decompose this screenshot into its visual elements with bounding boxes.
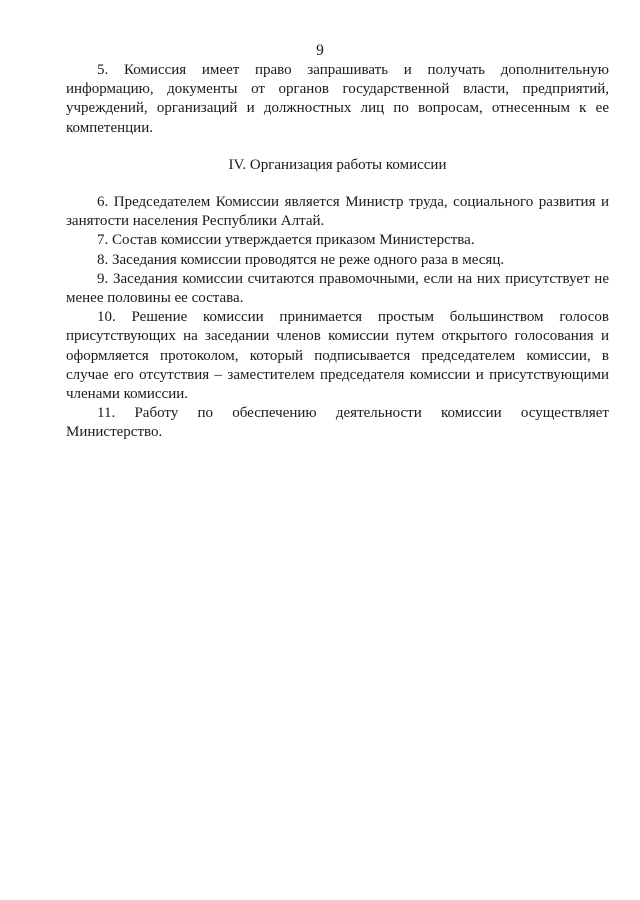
paragraph-6: 6. Председателем Комиссии является Министр труда, социального развития и занятости населения Республики Алтай. (66, 194, 609, 230)
paragraph-8: 8. Заседания комиссии проводятся не реже одного раза в месяц. (97, 251, 505, 268)
section-heading: IV. Организация работы комиссии (228, 156, 447, 173)
paragraph-10: 10. Решение комиссии принимается простым большинством голосов присутствующих на заседании членов комиссии путем открытого голосования и оформляется протоколом, который подписывается председателем комиссии, в случае его отсутствия – заместителем председателя комиссии и присутствующими членами комиссии. (66, 309, 609, 403)
paragraph-11: 11. Работу по обеспечению деятельности комиссии осуществляет Министерство. (66, 405, 609, 441)
paragraph-5: 5. Комиссия имеет право запрашивать и получать дополнительную информацию, документы от органов государственной власти, предприятий, учреждений, организаций и должностных лиц по вопросам, отнесенным к ее компетенции. (66, 62, 609, 136)
paragraph-9: 9. Заседания комиссии считаются правомочными, если на них присутствует не менее половины ее состава. (66, 270, 609, 307)
paragraph-7: 7. Состав комиссии утверждается приказом Министерства. (97, 232, 475, 249)
document-body (66, 61, 609, 443)
page-number: 9 (316, 42, 324, 59)
